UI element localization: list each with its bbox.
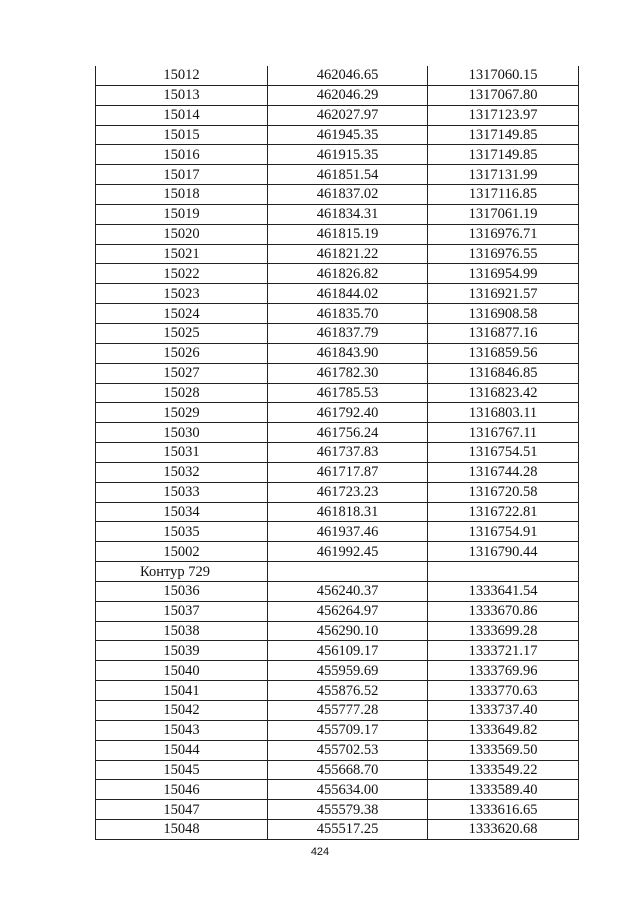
coordinates-table-body (96, 66, 579, 839)
y-coordinate-cell: 1316767.11 (428, 423, 579, 443)
point-number-cell: 15032 (96, 462, 268, 482)
x-coordinate-cell: 455777.28 (268, 701, 428, 721)
x-coordinate-cell: 461815.19 (268, 224, 428, 244)
y-coordinate-cell: 1316720.58 (428, 482, 579, 502)
point-number-cell: 15035 (96, 522, 268, 542)
table-row (96, 343, 579, 363)
table-row (96, 522, 579, 542)
table-row (96, 204, 579, 224)
y-coordinate-cell: 1317061.19 (428, 204, 579, 224)
table-row (96, 661, 579, 681)
y-coordinate-cell: 1316877.16 (428, 323, 579, 343)
x-coordinate-cell: 461837.02 (268, 185, 428, 205)
table-row (96, 681, 579, 701)
x-coordinate-cell: 455668.70 (268, 760, 428, 780)
point-number-cell: 15017 (96, 165, 268, 185)
table-row (96, 760, 579, 780)
contour-label-cell: Контур 729 (96, 562, 268, 582)
y-coordinate-cell: 1316790.44 (428, 542, 579, 562)
point-number-cell: 15021 (96, 244, 268, 264)
table-row (96, 621, 579, 641)
point-number-cell: 15014 (96, 105, 268, 125)
table-row (96, 740, 579, 760)
point-number-cell: 15018 (96, 185, 268, 205)
point-number-cell: 15033 (96, 482, 268, 502)
x-coordinate-cell: 461851.54 (268, 165, 428, 185)
table-row (96, 641, 579, 661)
point-number-cell: 15026 (96, 343, 268, 363)
point-number-cell: 15030 (96, 423, 268, 443)
point-number-cell: 15034 (96, 502, 268, 522)
point-number-cell: 15012 (96, 66, 268, 85)
x-coordinate-cell: 461792.40 (268, 403, 428, 423)
point-number-cell: 15019 (96, 204, 268, 224)
y-coordinate-cell: 1333616.65 (428, 800, 579, 820)
table-row (96, 363, 579, 383)
point-number-cell: 15046 (96, 780, 268, 800)
y-coordinate-cell: 1316908.58 (428, 304, 579, 324)
x-coordinate-cell: 461737.83 (268, 443, 428, 463)
table-row (96, 562, 579, 582)
table-row (96, 601, 579, 621)
x-coordinate-cell: 461826.82 (268, 264, 428, 284)
point-number-cell: 15025 (96, 323, 268, 343)
x-coordinate-cell: 462027.97 (268, 105, 428, 125)
table-row (96, 304, 579, 324)
y-coordinate-cell (428, 562, 579, 582)
y-coordinate-cell: 1316722.81 (428, 502, 579, 522)
table-row (96, 542, 579, 562)
table-row (96, 85, 579, 105)
point-number-cell: 15027 (96, 363, 268, 383)
y-coordinate-cell: 1333670.86 (428, 601, 579, 621)
x-coordinate-cell: 461915.35 (268, 145, 428, 165)
x-coordinate-cell: 461835.70 (268, 304, 428, 324)
point-number-cell: 15036 (96, 581, 268, 601)
x-coordinate-cell: 461821.22 (268, 244, 428, 264)
point-number-cell: 15023 (96, 284, 268, 304)
point-number-cell: 15015 (96, 125, 268, 145)
table-row (96, 383, 579, 403)
y-coordinate-cell: 1316954.99 (428, 264, 579, 284)
point-number-cell: 15047 (96, 800, 268, 820)
table-row (96, 443, 579, 463)
x-coordinate-cell: 461834.31 (268, 204, 428, 224)
table-row (96, 720, 579, 740)
x-coordinate-cell: 461723.23 (268, 482, 428, 502)
point-number-cell: 15041 (96, 681, 268, 701)
table-row (96, 800, 579, 820)
table-row (96, 145, 579, 165)
y-coordinate-cell: 1317067.80 (428, 85, 579, 105)
y-coordinate-cell: 1316846.85 (428, 363, 579, 383)
x-coordinate-cell: 455634.00 (268, 780, 428, 800)
y-coordinate-cell: 1316859.56 (428, 343, 579, 363)
point-number-cell: 15016 (96, 145, 268, 165)
y-coordinate-cell: 1333737.40 (428, 701, 579, 721)
point-number-cell: 15029 (96, 403, 268, 423)
y-coordinate-cell: 1317131.99 (428, 165, 579, 185)
table-row (96, 323, 579, 343)
y-coordinate-cell: 1333589.40 (428, 780, 579, 800)
point-number-cell: 15044 (96, 740, 268, 760)
y-coordinate-cell: 1317123.97 (428, 105, 579, 125)
y-coordinate-cell: 1333641.54 (428, 581, 579, 601)
page-number: 424 (310, 846, 330, 858)
table-row (96, 502, 579, 522)
x-coordinate-cell: 462046.29 (268, 85, 428, 105)
y-coordinate-cell: 1333769.96 (428, 661, 579, 681)
point-number-cell: 15002 (96, 542, 268, 562)
coordinates-table-container (95, 66, 578, 840)
point-number-cell: 15040 (96, 661, 268, 681)
x-coordinate-cell: 461818.31 (268, 502, 428, 522)
table-row (96, 185, 579, 205)
point-number-cell: 15028 (96, 383, 268, 403)
y-coordinate-cell: 1333549.22 (428, 760, 579, 780)
x-coordinate-cell: 455702.53 (268, 740, 428, 760)
table-row (96, 244, 579, 264)
y-coordinate-cell: 1317060.15 (428, 66, 579, 85)
x-coordinate-cell: 461837.79 (268, 323, 428, 343)
point-number-cell: 15013 (96, 85, 268, 105)
table-row (96, 125, 579, 145)
table-row (96, 701, 579, 721)
point-number-cell: 15039 (96, 641, 268, 661)
x-coordinate-cell: 455959.69 (268, 661, 428, 681)
y-coordinate-cell: 1316754.51 (428, 443, 579, 463)
x-coordinate-cell: 456264.97 (268, 601, 428, 621)
table-row (96, 224, 579, 244)
y-coordinate-cell: 1316754.91 (428, 522, 579, 542)
x-coordinate-cell (268, 562, 428, 582)
x-coordinate-cell: 461937.46 (268, 522, 428, 542)
point-number-cell: 15042 (96, 701, 268, 721)
y-coordinate-cell: 1316921.57 (428, 284, 579, 304)
x-coordinate-cell: 461844.02 (268, 284, 428, 304)
y-coordinate-cell: 1333699.28 (428, 621, 579, 641)
x-coordinate-cell: 455517.25 (268, 820, 428, 840)
table-row (96, 581, 579, 601)
table-row (96, 403, 579, 423)
point-number-cell: 15038 (96, 621, 268, 641)
y-coordinate-cell: 1333721.17 (428, 641, 579, 661)
x-coordinate-cell: 461785.53 (268, 383, 428, 403)
x-coordinate-cell: 455709.17 (268, 720, 428, 740)
y-coordinate-cell: 1317116.85 (428, 185, 579, 205)
point-number-cell: 15037 (96, 601, 268, 621)
x-coordinate-cell: 462046.65 (268, 66, 428, 85)
y-coordinate-cell: 1316823.42 (428, 383, 579, 403)
x-coordinate-cell: 461945.35 (268, 125, 428, 145)
x-coordinate-cell: 456290.10 (268, 621, 428, 641)
point-number-cell: 15031 (96, 443, 268, 463)
x-coordinate-cell: 456109.17 (268, 641, 428, 661)
x-coordinate-cell: 461992.45 (268, 542, 428, 562)
table-row (96, 462, 579, 482)
table-row (96, 105, 579, 125)
x-coordinate-cell: 461782.30 (268, 363, 428, 383)
x-coordinate-cell: 455579.38 (268, 800, 428, 820)
y-coordinate-cell: 1316976.55 (428, 244, 579, 264)
x-coordinate-cell: 455876.52 (268, 681, 428, 701)
y-coordinate-cell: 1317149.85 (428, 125, 579, 145)
table-row (96, 264, 579, 284)
y-coordinate-cell: 1333569.50 (428, 740, 579, 760)
point-number-cell: 15024 (96, 304, 268, 324)
y-coordinate-cell: 1316803.11 (428, 403, 579, 423)
point-number-cell: 15020 (96, 224, 268, 244)
coordinates-table (95, 66, 579, 840)
point-number-cell: 15048 (96, 820, 268, 840)
y-coordinate-cell: 1333770.63 (428, 681, 579, 701)
x-coordinate-cell: 461756.24 (268, 423, 428, 443)
x-coordinate-cell: 461717.87 (268, 462, 428, 482)
point-number-cell: 15045 (96, 760, 268, 780)
point-number-cell: 15043 (96, 720, 268, 740)
y-coordinate-cell: 1316976.71 (428, 224, 579, 244)
table-row (96, 66, 579, 85)
table-row (96, 423, 579, 443)
table-row (96, 780, 579, 800)
table-row (96, 165, 579, 185)
y-coordinate-cell: 1317149.85 (428, 145, 579, 165)
point-number-cell: 15022 (96, 264, 268, 284)
table-row (96, 482, 579, 502)
x-coordinate-cell: 461843.90 (268, 343, 428, 363)
y-coordinate-cell: 1333620.68 (428, 820, 579, 840)
table-row (96, 820, 579, 840)
x-coordinate-cell: 456240.37 (268, 581, 428, 601)
table-row (96, 284, 579, 304)
y-coordinate-cell: 1333649.82 (428, 720, 579, 740)
y-coordinate-cell: 1316744.28 (428, 462, 579, 482)
